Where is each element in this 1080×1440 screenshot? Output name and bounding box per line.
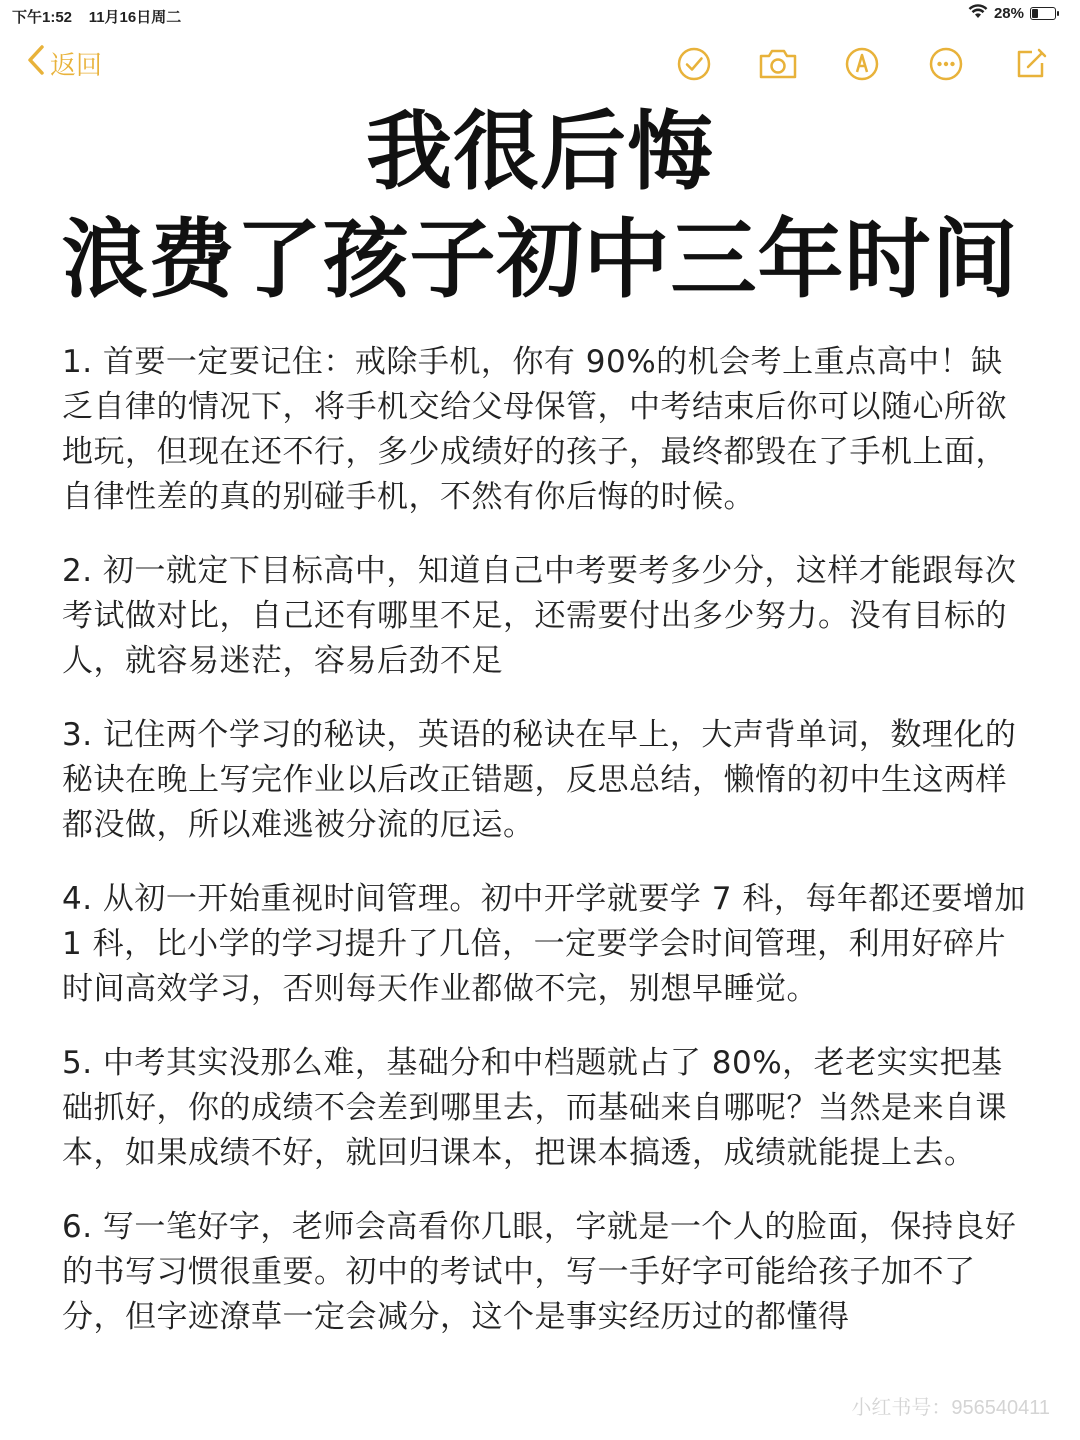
note-paragraph-6: 6. 写一笔好字，老师会高看你几眼，字就是一个人的脸面，保持良好的书写习惯很重要。初中的考试中，写一手好字可能给孩子加不了分，但字迹潦草一定会减分，这个是事实经历过的都懂得	[62, 1209, 1017, 1335]
compose-icon[interactable]	[1008, 42, 1052, 86]
camera-icon[interactable]	[756, 42, 800, 86]
back-button[interactable]	[26, 44, 102, 83]
note-title-line-2: 浪费了孩子初中三年时间	[61, 210, 1019, 310]
note-paragraph-4: 4. 从初一开始重视时间管理。初中开学就要学 7 科，每年都还要增加 1 科，比小学的学习提升了几倍，一定要学会时间管理，利用好碎片时间高效学习，否则每天作业都做不完，别想早睡觉。	[62, 881, 1026, 1007]
checkmark-circle-icon[interactable]	[672, 42, 716, 86]
status-time: 下午1:52	[12, 9, 73, 26]
watermark: 小红书号：956540411	[851, 1397, 1050, 1419]
markup-pen-icon[interactable]	[840, 42, 884, 86]
note-paragraph-5: 5. 中考其实没那么难，基础分和中档题就占了 80%，老老实实把基础抓好，你的成绩不会差到哪里去，而基础来自哪呢？当然是来自课本，如果成绩不好，就回归课本，把课本搞透，成绩就能提上去。	[62, 1045, 1007, 1171]
status-time-date	[12, 6, 181, 27]
note-body[interactable]	[62, 340, 1028, 1369]
more-icon[interactable]	[924, 42, 968, 86]
battery-percent: 28%	[993, 5, 1024, 22]
status-right	[968, 4, 1056, 23]
battery-icon	[1030, 7, 1056, 20]
wifi-icon	[968, 4, 988, 23]
note-title	[0, 98, 1080, 314]
note-paragraph-1: 1. 首要一定要记住：戒除手机，你有 90%的机会考上重点高中！缺乏自律的情况下，将手机交给父母保管，中考结束后你可以随心所欲地玩，但现在还不行，多少成绩好的孩子，最终都毁在了手机上面，自律性差的真的别碰手机，不然有你后悔的时候。	[62, 344, 1007, 515]
chevron-left-icon	[26, 44, 46, 83]
battery-level	[1032, 9, 1038, 18]
note-title-line-1: 我很后悔	[366, 102, 714, 202]
status-date: 11月16日周二	[88, 9, 182, 26]
back-label: 返回	[50, 51, 103, 81]
note-paragraph-2: 2. 初一就定下目标高中，知道自己中考要考多少分，这样才能跟每次考试做对比，自己还有哪里不足，还需要付出多少努力。没有目标的人，就容易迷茫，容易后劲不足	[62, 553, 1017, 679]
status-bar	[0, 0, 1080, 30]
note-toolbar	[0, 38, 1080, 94]
toolbar-actions	[672, 42, 1052, 86]
note-paragraph-3: 3. 记住两个学习的秘诀，英语的秘诀在早上，大声背单词，数理化的秘诀在晚上写完作业以后改正错题，反思总结，懒惰的初中生这两样都没做，所以难逃被分流的厄运。	[62, 717, 1017, 843]
